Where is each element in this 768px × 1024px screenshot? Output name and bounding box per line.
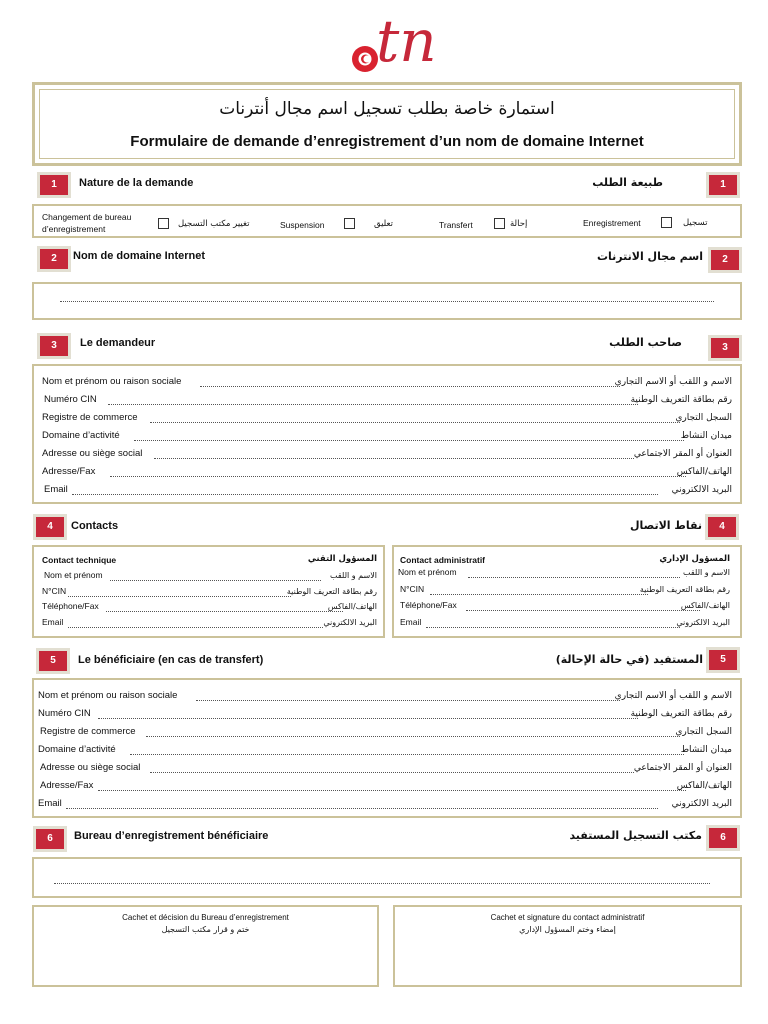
section-5-badge-left: 5 xyxy=(36,648,70,674)
beneficiary-field-input[interactable] xyxy=(98,790,686,791)
suspension-checkbox[interactable] xyxy=(344,218,355,229)
applicant-field-label-ar: السجل التجاري xyxy=(675,413,732,423)
applicant-field-label-ar: ميدان النشاط xyxy=(680,431,732,441)
applicant-field-label-fr: Numéro CIN xyxy=(44,394,97,405)
admin-contact-field-input[interactable] xyxy=(466,610,700,611)
section-4-title-ar: نقاط الاتصال xyxy=(629,519,702,532)
tech-contact-field-label-fr: Nom et prénom xyxy=(44,570,103,580)
title-box xyxy=(32,82,742,166)
suspension-fr: Suspension xyxy=(280,220,325,230)
admin-contact-field-label-fr: Email xyxy=(400,616,422,627)
applicant-box xyxy=(32,364,742,504)
section-1-title-fr: Nature de la demande xyxy=(79,177,194,189)
domain-name-box xyxy=(32,282,742,320)
section-1-badge-right: 1 xyxy=(706,172,740,198)
applicant-field-label-ar: الهاتف/الفاكس xyxy=(676,467,732,477)
beneficiary-field-label-fr: Domaine d’activité xyxy=(38,744,116,755)
beneficiary-field-input[interactable] xyxy=(130,754,684,755)
admin-contact-field-label-ar: البريد الالكتروني xyxy=(676,617,730,627)
beneficiary-field-label-fr: Adresse/Fax xyxy=(40,780,94,791)
applicant-field-input[interactable] xyxy=(72,494,658,495)
suspension-ar: تعليق xyxy=(374,219,393,229)
beneficiary-field-label-ar: السجل التجاري xyxy=(675,727,732,737)
change-registrar-fr-1: Changement de bureau xyxy=(42,212,132,222)
title-french: Formulaire de demande d’enregistrement d’un nom de domaine Internet xyxy=(130,133,644,150)
admin-contact-field-input[interactable] xyxy=(430,594,648,595)
applicant-field-input[interactable] xyxy=(154,458,634,459)
tech-contact-box xyxy=(32,545,385,638)
section-3-title-ar: صاحب الطلب xyxy=(609,336,682,349)
section-2-badge-right: 2 xyxy=(708,247,742,273)
registrar-stamp-label-fr: Cachet et décision du Bureau d’enregistrement xyxy=(122,913,289,922)
applicant-field-label-fr: Registre de commerce xyxy=(42,412,138,423)
tech-contact-field-label-ar: الهاتف/الفاكس xyxy=(327,602,377,611)
beneficiary-field-input[interactable] xyxy=(66,808,658,809)
section-1-badge-left: 1 xyxy=(37,172,71,198)
tech-contact-field-input[interactable] xyxy=(110,580,321,581)
admin-contact-field-label-fr: Nom et prénom xyxy=(398,567,457,577)
applicant-field-input[interactable] xyxy=(110,476,686,477)
section-3-badge-right: 3 xyxy=(708,335,742,361)
beneficiary-field-label-ar: الهاتف/الفاكس xyxy=(676,781,732,791)
transfert-ar: إحالة xyxy=(510,219,528,229)
tech-contact-field-input[interactable] xyxy=(106,611,343,612)
transfert-checkbox[interactable] xyxy=(494,218,505,229)
section-6-title-ar: مكتب التسجيل المستفيد xyxy=(569,829,702,842)
applicant-field-label-fr: Domaine d’activité xyxy=(42,430,120,441)
change-registrar-checkbox[interactable] xyxy=(158,218,169,229)
admin-stamp-box xyxy=(393,905,742,987)
enregistrement-fr: Enregistrement xyxy=(583,218,641,228)
admin-contact-field-label-fr: N°CIN xyxy=(400,583,425,594)
section-3-title-fr: Le demandeur xyxy=(80,337,156,349)
applicant-field-input[interactable] xyxy=(200,386,620,387)
applicant-field-input[interactable] xyxy=(134,440,684,441)
title-arabic: استمارة خاصة بطلب تسجيل اسم مجال أنترنات xyxy=(219,99,555,119)
transfert-fr: Transfert xyxy=(439,220,473,230)
tech-contact-title-fr: Contact technique xyxy=(42,555,117,565)
section-4-badge-right: 4 xyxy=(705,514,739,540)
beneficiary-field-label-ar: الاسم و اللقب أو الاسم التجاري xyxy=(614,691,732,701)
enregistrement-checkbox[interactable] xyxy=(661,217,672,228)
admin-stamp-label-fr: Cachet et signature du contact administratif xyxy=(490,913,645,922)
beneficiary-field-label-fr: Nom et prénom ou raison sociale xyxy=(38,690,178,701)
change-registrar-ar: تغيير مكتب التسجيل xyxy=(178,219,250,229)
tech-contact-field-label-ar: البريد الالكتروني xyxy=(323,617,377,627)
tech-contact-field-input[interactable] xyxy=(68,596,291,597)
admin-contact-title-fr: Contact administratif xyxy=(400,555,486,565)
section-6-badge-left: 6 xyxy=(33,826,67,852)
tech-contact-field-label-ar: الاسم و اللقب xyxy=(330,571,377,580)
beneficiary-field-label-ar: البريد الالكتروني xyxy=(671,799,732,809)
beneficiary-field-label-fr: Numéro CIN xyxy=(38,708,91,719)
admin-contact-field-input[interactable] xyxy=(468,577,680,578)
registrar-stamp-label-ar: ختم و قرار مكتب التسجيل xyxy=(161,925,250,934)
section-6-title-fr: Bureau d’enregistrement bénéficiaire xyxy=(74,830,269,842)
tech-contact-field-label-ar: رقم بطاقة التعريف الوطنية xyxy=(286,586,377,596)
admin-contact-box xyxy=(392,545,742,638)
section-5-title-ar: المستفيد (في حالة الإحالة) xyxy=(555,653,703,666)
section-5-badge-right: 5 xyxy=(706,647,740,673)
tech-contact-field-label-fr: Email xyxy=(42,616,64,627)
nature-box xyxy=(32,204,742,238)
section-4-badge-left: 4 xyxy=(33,514,67,540)
beneficiary-field-input[interactable] xyxy=(98,718,638,719)
section-2-title-ar: اسم مجال الانترنات xyxy=(596,250,703,263)
section-6-badge-right: 6 xyxy=(706,825,740,851)
beneficiary-field-label-fr: Email xyxy=(38,798,62,809)
applicant-field-label-fr: Email xyxy=(44,484,68,495)
section-4-title-fr: Contacts xyxy=(71,520,119,532)
beneficiary-field-input[interactable] xyxy=(150,772,634,773)
beneficiary-field-label-ar: رقم بطاقة التعريف الوطنية xyxy=(630,709,732,719)
tech-contact-field-input[interactable] xyxy=(68,627,323,628)
section-2-badge-left: 2 xyxy=(37,246,71,272)
applicant-field-label-ar: رقم بطاقة التعريف الوطنية xyxy=(630,395,732,405)
applicant-field-label-fr: Nom et prénom ou raison sociale xyxy=(42,376,182,387)
admin-contact-field-input[interactable] xyxy=(426,627,680,628)
beneficiary-field-label-ar: العنوان أو المقر الاجتماعي xyxy=(633,763,732,773)
section-3-badge-left: 3 xyxy=(37,333,71,359)
applicant-field-label-fr: Adresse/Fax xyxy=(42,466,96,477)
applicant-field-label-ar: الاسم و اللقب أو الاسم التجاري xyxy=(614,377,732,387)
tech-contact-field-label-fr: N°CIN xyxy=(42,585,67,596)
beneficiary-box xyxy=(32,678,742,818)
applicant-field-input[interactable] xyxy=(108,404,638,405)
registrar-beneficiary-box xyxy=(32,857,742,898)
applicant-field-label-fr: Adresse ou siège social xyxy=(42,448,143,459)
enregistrement-ar: تسجيل xyxy=(683,218,708,228)
registrar-stamp-box xyxy=(32,905,379,987)
registrar-beneficiary-input[interactable] xyxy=(54,883,710,884)
logo-text: tn xyxy=(376,7,437,75)
beneficiary-field-label-ar: ميدان النشاط xyxy=(680,745,732,755)
otn-logo xyxy=(350,7,440,80)
admin-contact-field-label-ar: الاسم و اللقب xyxy=(683,568,730,577)
section-5-title-fr: Le bénéficiaire (en cas de transfert) xyxy=(78,654,264,666)
applicant-field-label-ar: البريد الالكتروني xyxy=(671,485,732,495)
admin-contact-field-label-ar: رقم بطاقة التعريف الوطنية xyxy=(639,584,730,594)
admin-stamp-label-ar: إمضاء وختم المسؤول الإداري xyxy=(519,925,616,934)
applicant-field-input[interactable] xyxy=(150,422,680,423)
section-1-title-ar: طبيعة الطلب xyxy=(592,176,663,189)
beneficiary-field-label-fr: Adresse ou siège social xyxy=(40,762,141,773)
tech-contact-title-ar: المسؤول التقني xyxy=(307,554,377,564)
admin-contact-title-ar: المسؤول الإداري xyxy=(659,554,730,564)
domain-name-input[interactable] xyxy=(60,301,714,302)
tech-contact-field-label-fr: Téléphone/Fax xyxy=(42,601,99,611)
applicant-field-label-ar: العنوان أو المقر الاجتماعي xyxy=(633,449,732,459)
section-2-title-fr: Nom de domaine Internet xyxy=(73,250,206,262)
beneficiary-field-input[interactable] xyxy=(146,736,680,737)
beneficiary-field-input[interactable] xyxy=(196,700,620,701)
admin-contact-field-label-ar: الهاتف/الفاكس xyxy=(680,601,730,610)
change-registrar-fr-2: d’enregistrement xyxy=(42,224,106,234)
beneficiary-field-label-fr: Registre de commerce xyxy=(40,726,136,737)
admin-contact-field-label-fr: Téléphone/Fax xyxy=(400,600,457,610)
